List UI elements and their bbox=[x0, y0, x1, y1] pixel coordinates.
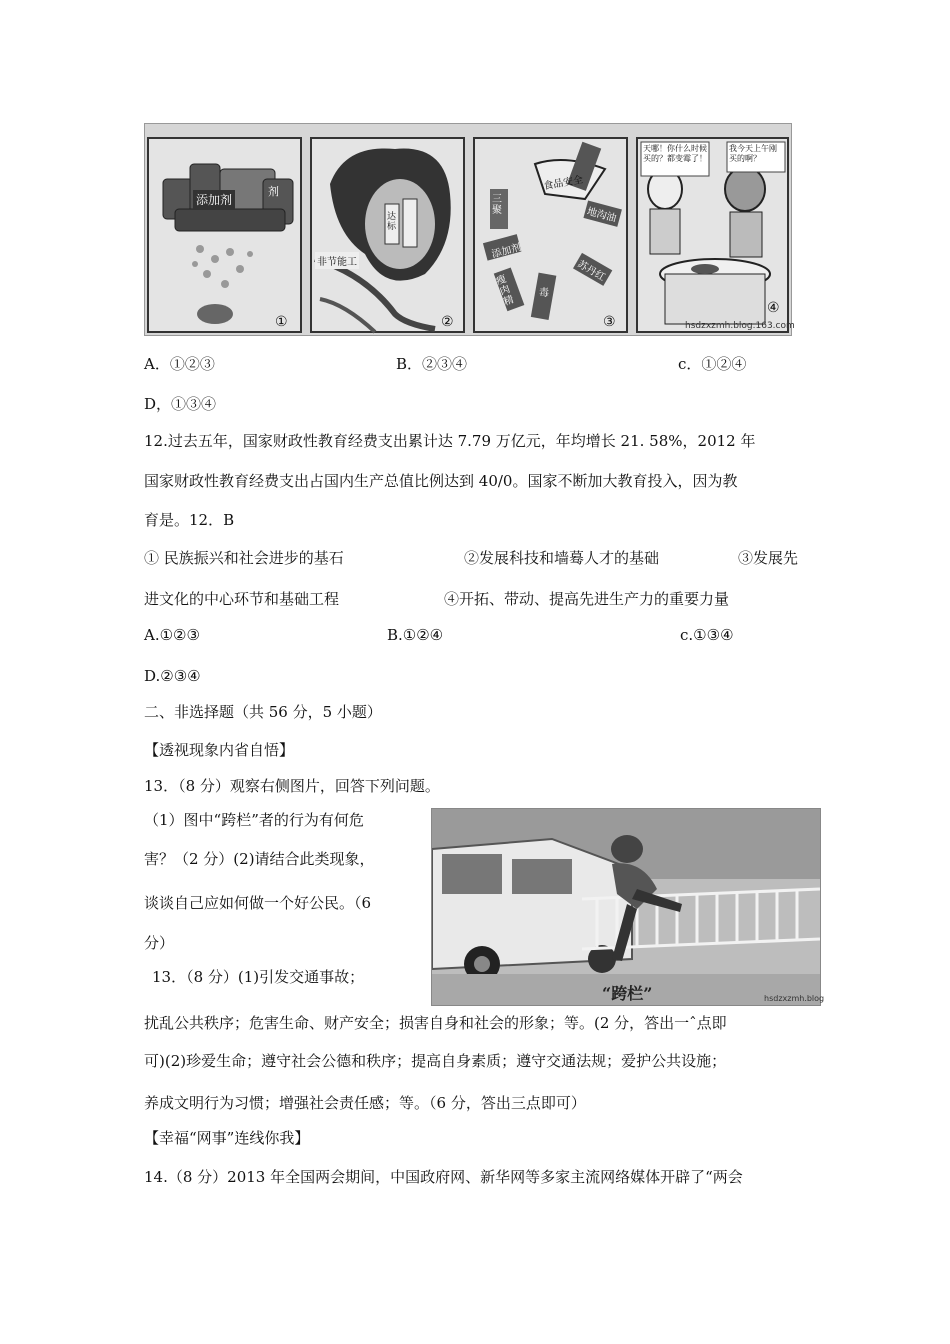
comic-watermark: hsdzxzmh.blog.163.com bbox=[685, 321, 795, 331]
q13-answer-line-1: 13．（8 分）(1)引发交通事故； bbox=[152, 968, 365, 986]
comic-label-additive: 添加剂 bbox=[193, 190, 235, 209]
photo-watermark: hsdzxzmh.blog bbox=[764, 994, 825, 1003]
comic-label-non-energy: 非节能工 bbox=[315, 252, 359, 269]
comic-number-3: ③ bbox=[603, 314, 616, 330]
q12-item-4: ④开拓、带动、提高先进生产力的重要力量 bbox=[444, 590, 730, 608]
q13-line-3: 谈谈自己应如何做一个好公民。（6 bbox=[144, 894, 372, 912]
q12-line-2: 国家财政性教育经费支出占国内生产总值比例达到 40/0。国家不断加大教育投入，因为教 bbox=[144, 472, 738, 490]
comic-label-food-safety: 食品安全 bbox=[542, 174, 584, 193]
comic-label-agent: 剂 bbox=[268, 185, 279, 198]
q11-option-d: D，①③④ bbox=[144, 395, 217, 413]
q13-answer-line-3: 可)(2)珍爱生命；遵守社会公德和秩序；提高自身素质；遵守交通法规；爱护公共设施； bbox=[144, 1052, 727, 1070]
q12-option-b: B.①②④ bbox=[387, 626, 444, 644]
q12-item-3a: ③发展先 bbox=[738, 549, 799, 567]
comic-label-poison: 毒 bbox=[539, 288, 549, 299]
comic-bubble-left: 天哪！你什么时候买的？都变霉了！ bbox=[643, 144, 707, 163]
q12-option-a: A.①②③ bbox=[144, 626, 200, 644]
comic-label-sudan-red: 苏丹红 bbox=[575, 258, 607, 284]
comic-strip-image bbox=[144, 123, 795, 336]
comic-panel-1 bbox=[148, 138, 301, 332]
q11-option-b: B．②③④ bbox=[396, 355, 468, 373]
q13-line-2: 害？（2 分）(2)请结合此类现象， bbox=[144, 850, 375, 868]
q13-answer-line-2: 扰乱公共秩序；危害生命、财产安全；损害自身和社会的形象；等。(2 分，答出一ˆ点即 bbox=[144, 1014, 727, 1032]
q12-line-1: 12.过去五年，国家财政性教育经费支出累计达 7.79 万亿元，年均增长 21. 58%，2012 年 bbox=[144, 432, 756, 450]
comic-label-gutter-oil: 地沟油 bbox=[585, 206, 618, 225]
hurdle-photo-drawing bbox=[432, 809, 820, 1005]
q13-line-4: 分） bbox=[144, 934, 175, 952]
q13-line-1: （1）图中“跨栏”者的行为有何危 bbox=[144, 811, 364, 829]
q12-option-c: c.①③④ bbox=[680, 626, 734, 644]
comic-label-standard: 达标 bbox=[387, 212, 397, 232]
comic-number-1: ① bbox=[275, 314, 288, 330]
photo-caption: “跨栏” bbox=[602, 984, 653, 1003]
section-part-2-title: 【幸福“网事”连线你我】 bbox=[144, 1129, 310, 1147]
q12-item-2: ②发展科技和墙蓦人才的基础 bbox=[464, 549, 660, 567]
comic-label-clenbuterol: 瘦肉精 bbox=[494, 273, 516, 309]
section-2-heading: 二、非选择题（共 56 分，5 小题） bbox=[144, 703, 382, 721]
hurdle-photo bbox=[431, 808, 825, 1006]
q13-answer-line-4: 养成文明行为习惯；增强社会责任感；等。（6 分，答出三点即可） bbox=[144, 1094, 586, 1112]
section-part-1-title: 【透视现象内省自悟】 bbox=[144, 741, 295, 759]
q12-item-1: ① 民族振兴和社会进步的基石 bbox=[144, 549, 344, 567]
q12-item-3b: 进文化的中心环节和基础工程 bbox=[144, 590, 340, 608]
q14-line-1: 14.（8 分）2013 年全国两会期间，中国政府网、新华网等多家主流网络媒体开辟了“两会 bbox=[144, 1168, 743, 1186]
comic-label-additive-3: 添加剂 bbox=[490, 242, 523, 261]
comic-number-4: ④ bbox=[767, 300, 780, 316]
q13-title: 13．（8 分）观察右侧图片，回答下列问题。 bbox=[144, 777, 440, 795]
q11-option-c: c．①②④ bbox=[678, 355, 747, 373]
q12-option-d: D.②③④ bbox=[144, 667, 201, 685]
comic-bubble-right: 我今天上午刚买的啊？ bbox=[729, 144, 777, 163]
comic-number-2: ② bbox=[441, 314, 454, 330]
q12-line-3: 育是。12．B bbox=[144, 511, 235, 529]
comic-label-melamine: 三聚 bbox=[492, 194, 502, 216]
q11-option-a: A．①②③ bbox=[144, 355, 215, 373]
